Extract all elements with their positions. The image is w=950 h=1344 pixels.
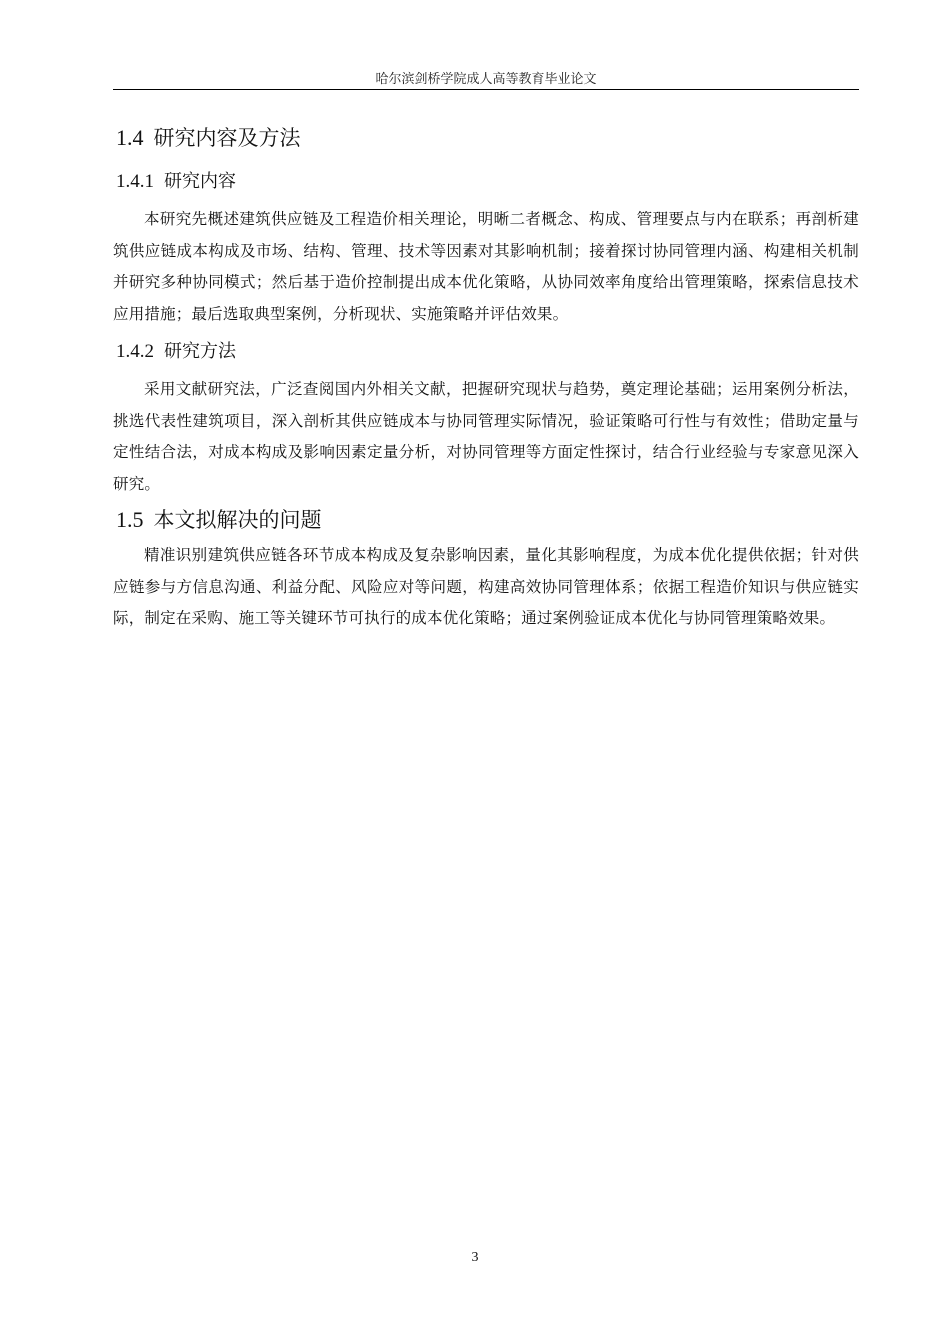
subsection-heading-1-4-2	[113, 334, 859, 370]
paragraph-research-methods: 采用文献研究法，广泛查阅国内外相关文献，把握研究现状与趋势，奠定理论基础；运用案例分析法，挑选代表性建筑项目，深入剖析其供应链成本与协同管理实际情况，验证策略可行性与有效性；借助定量与定性结合法，对成本构成及影响因素定量分析，对协同管理等方面定性探讨，结合行业经验与专家意见深入研究。	[113, 380, 859, 493]
paragraph-research-content: 本研究先概述建筑供应链及工程造价相关理论，明晰二者概念、构成、管理要点与内在联系；再剖析建筑供应链成本构成及市场、结构、管理、技术等因素对其影响机制；接着探讨协同管理内涵、构建相关机制并研究多种协同模式；然后基于造价控制提出成本优化策略，从协同效率角度给出管理策略，探索信息技术应用措施；最后选取典型案例，分析现状、实施策略并评估效果。	[113, 210, 859, 323]
section-heading-1-4	[113, 118, 859, 158]
section-number: 1.5	[116, 507, 144, 532]
section-number: 1.4	[116, 125, 144, 150]
section-title: 本文拟解决的问题	[153, 508, 322, 532]
subsection-number: 1.4.1	[116, 171, 154, 192]
header-divider	[113, 89, 859, 90]
section-title: 研究内容及方法	[153, 126, 301, 150]
subsection-title: 研究方法	[164, 341, 236, 362]
subsection-title: 研究内容	[164, 171, 236, 192]
section-heading-1-5	[113, 500, 859, 540]
paragraph-problems-to-solve: 精准识别建筑供应链各环节成本构成及复杂影响因素，量化其影响程度，为成本优化提供依据；针对供应链参与方信息沟通、利益分配、风险应对等问题，构建高效协同管理体系；依据工程造价知识与供应链实际，制定在采购、施工等关键环节可执行的成本优化策略；通过案例验证成本优化与协同管理策略效果。	[113, 546, 859, 627]
page-number: 3	[471, 1250, 479, 1265]
page-header-title: 哈尔滨剑桥学院成人高等教育毕业论文	[375, 72, 597, 87]
subsection-number: 1.4.2	[116, 341, 154, 362]
document-body	[113, 118, 859, 635]
subsection-heading-1-4-1	[113, 164, 859, 200]
